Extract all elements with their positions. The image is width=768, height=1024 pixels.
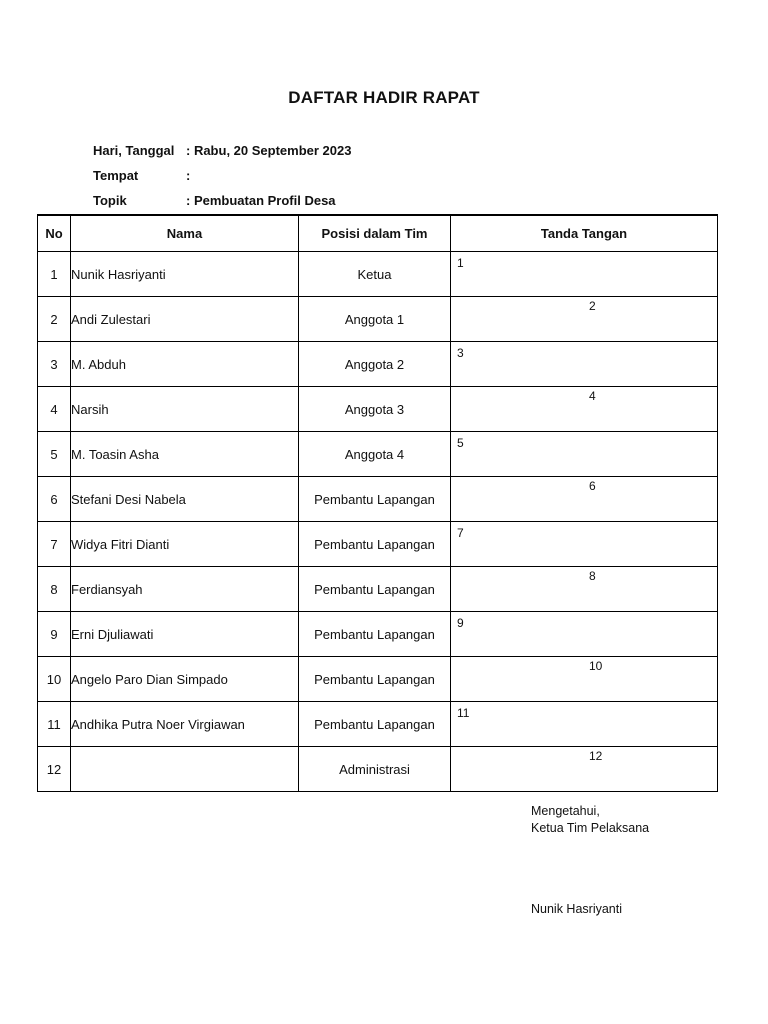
table-row — [38, 432, 718, 477]
row-number: 1 — [38, 252, 71, 297]
table-row — [38, 387, 718, 432]
signature-number: 10 — [589, 659, 603, 673]
participant-name: Nunik Hasriyanti — [71, 252, 299, 297]
header-tanda-tangan: Tanda Tangan — [451, 215, 718, 252]
meeting-place-row — [93, 163, 351, 188]
signature-number: 2 — [589, 299, 596, 313]
acknowledgement — [531, 803, 649, 837]
row-number: 5 — [38, 432, 71, 477]
participant-name: Stefani Desi Nabela — [71, 477, 299, 522]
participant-name: Erni Djuliawati — [71, 612, 299, 657]
signature-number: 12 — [589, 749, 603, 763]
participant-position: Anggota 2 — [299, 342, 451, 387]
signature-cell — [451, 252, 718, 297]
document-title: DAFTAR HADIR RAPAT — [288, 88, 480, 107]
header-posisi: Posisi dalam Tim — [299, 215, 451, 252]
table-header-row — [38, 215, 718, 252]
signature-number: 6 — [589, 479, 596, 493]
meeting-date-row — [93, 138, 351, 163]
signature-cell — [451, 342, 718, 387]
participant-name: Narsih — [71, 387, 299, 432]
participant-name: Ferdiansyah — [71, 567, 299, 612]
signature-cell — [451, 297, 718, 342]
table-row — [38, 252, 718, 297]
signature-number: 3 — [457, 346, 464, 360]
meeting-place-value: : — [186, 168, 191, 183]
participant-position: Pembantu Lapangan — [299, 702, 451, 747]
signature-number: 1 — [457, 256, 464, 270]
acknowledgement-line1: Mengetahui, — [531, 804, 600, 818]
meeting-topic-row — [93, 188, 351, 213]
signature-cell — [451, 702, 718, 747]
signature-cell — [451, 612, 718, 657]
row-number: 10 — [38, 657, 71, 702]
participant-name: Andi Zulestari — [71, 297, 299, 342]
participant-name — [71, 747, 299, 792]
table-row — [38, 477, 718, 522]
participant-name: M. Abduh — [71, 342, 299, 387]
acknowledgement-line2: Ketua Tim Pelaksana — [531, 821, 650, 835]
table-row — [38, 567, 718, 612]
participant-name: Andhika Putra Noer Virgiawan — [71, 702, 299, 747]
signature-number: 7 — [457, 526, 464, 540]
meeting-info — [93, 138, 351, 213]
header-nama: Nama — [71, 215, 299, 252]
header-no: No — [38, 215, 71, 252]
participant-name: Angelo Paro Dian Simpado — [71, 657, 299, 702]
table-row — [38, 522, 718, 567]
signature-cell — [451, 747, 718, 792]
signature-number: 5 — [457, 436, 464, 450]
table-row — [38, 747, 718, 792]
row-number: 4 — [38, 387, 71, 432]
participant-name: Widya Fitri Dianti — [71, 522, 299, 567]
participant-position: Pembantu Lapangan — [299, 567, 451, 612]
signature-number: 4 — [589, 389, 596, 403]
participant-position: Anggota 3 — [299, 387, 451, 432]
meeting-date-value: : Rabu, 20 September 2023 — [186, 143, 352, 158]
table-row — [38, 657, 718, 702]
attendance-table — [37, 214, 718, 792]
participant-position: Pembantu Lapangan — [299, 522, 451, 567]
row-number: 12 — [38, 747, 71, 792]
meeting-topic-value: : Pembuatan Profil Desa — [186, 193, 336, 208]
participant-position: Pembantu Lapangan — [299, 612, 451, 657]
meeting-date-label: Hari, Tanggal — [93, 143, 175, 158]
participant-position: Administrasi — [299, 747, 451, 792]
signature-cell — [451, 657, 718, 702]
table-row — [38, 702, 718, 747]
participant-position: Anggota 4 — [299, 432, 451, 477]
signature-cell — [451, 567, 718, 612]
participant-position: Pembantu Lapangan — [299, 657, 451, 702]
row-number: 6 — [38, 477, 71, 522]
signature-number: 11 — [457, 706, 470, 720]
meeting-topic-label: Topik — [93, 193, 127, 208]
signature-cell — [451, 387, 718, 432]
table-row — [38, 297, 718, 342]
row-number: 8 — [38, 567, 71, 612]
table-row — [38, 342, 718, 387]
signature-number: 9 — [457, 616, 464, 630]
participant-position: Anggota 1 — [299, 297, 451, 342]
signature-cell — [451, 477, 718, 522]
participant-position: Pembantu Lapangan — [299, 477, 451, 522]
signer-name: Nunik Hasriyanti — [531, 902, 623, 916]
row-number: 3 — [38, 342, 71, 387]
row-number: 9 — [38, 612, 71, 657]
row-number: 7 — [38, 522, 71, 567]
attendance-body — [38, 252, 718, 792]
participant-position: Ketua — [299, 252, 451, 297]
row-number: 2 — [38, 297, 71, 342]
table-row — [38, 612, 718, 657]
row-number: 11 — [38, 702, 71, 747]
participant-name: M. Toasin Asha — [71, 432, 299, 477]
meeting-place-label: Tempat — [93, 168, 139, 183]
signature-number: 8 — [589, 569, 596, 583]
signature-cell — [451, 432, 718, 477]
signature-cell — [451, 522, 718, 567]
